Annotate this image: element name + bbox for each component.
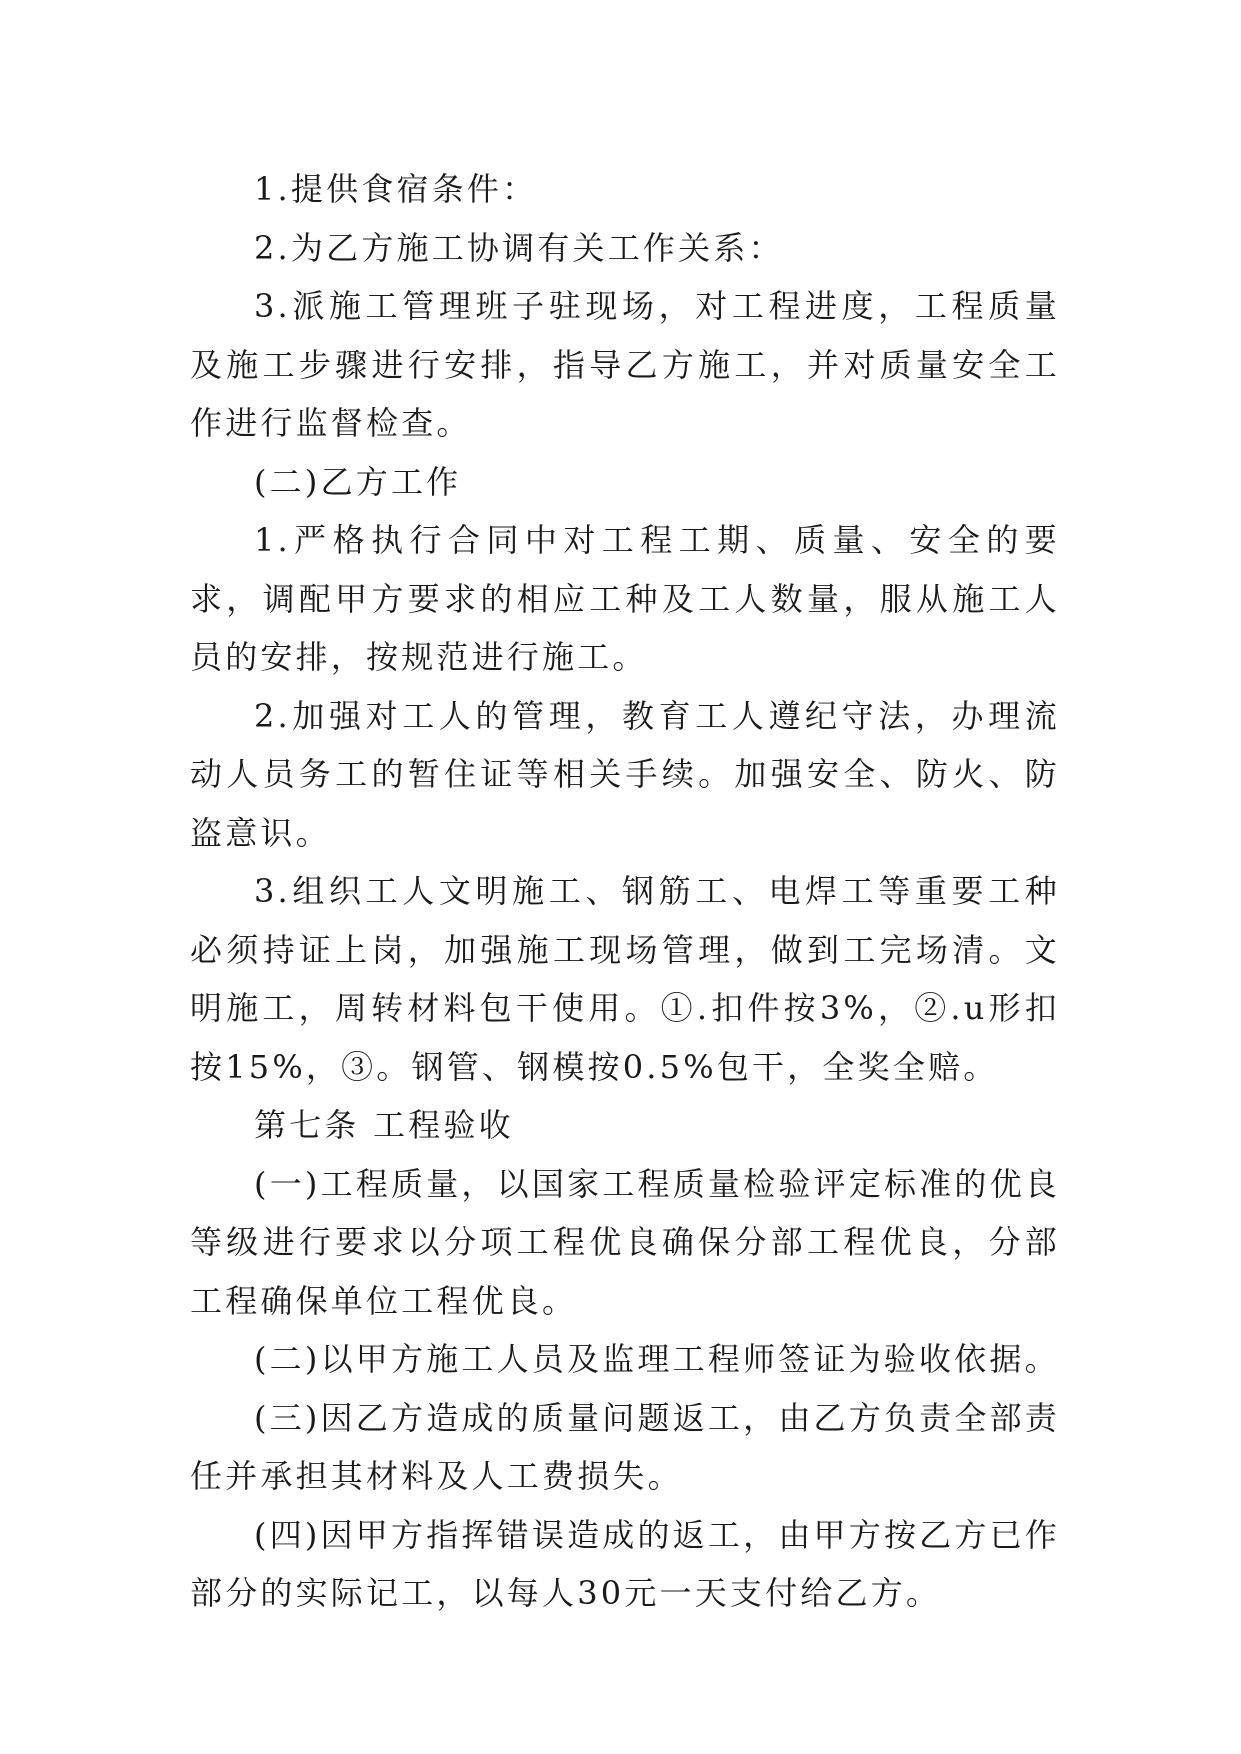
paragraph-quality-standard: (一)工程质量，以国家工程质量检验评定标准的优良等级进行要求以分项工程优良确保分部工程优良，分部工程确保单位工程优良。 [190, 1164, 1060, 1320]
section-heading-party-b-work: (二)乙方工作 [254, 462, 462, 501]
paragraph-acceptance-basis: (二)以甲方施工人员及监理工程师签证为验收依据。 [254, 1340, 1060, 1378]
paragraph-site-management: 3.派施工管理班子驻现场，对工程进度，工程质量及施工步骤进行安排，指导乙方施工，并对质量安全工作进行监督检查。 [190, 287, 1060, 442]
paragraph-party-a-rework: (四)因甲方指挥错误造成的返工，由甲方按乙方已作部分的实际记工，以每人30元一天支付给乙方。 [190, 1515, 1060, 1612]
paragraph-coordinate-relations: 2.为乙方施工协调有关工作关系： [254, 228, 784, 267]
document-body [190, 160, 1060, 1623]
paragraph-execute-contract: 1.严格执行合同中对工程工期、质量、安全的要求，调配甲方要求的相应工种及工人数量，服从施工人员的安排，按规范进行施工。 [190, 521, 1060, 676]
paragraph-provide-lodging: 1.提供食宿条件： [254, 170, 538, 208]
paragraph-party-b-rework: (三)因乙方造成的质量问题返工，由乙方负责全部责任并承担其材料及人工费损失。 [190, 1398, 1060, 1495]
paragraph-civilized-construction: 3.组织工人文明施工、钢筋工、电焊工等重要工种必须持证上岗，加强施工现场管理，做到工完场清。文明施工，周转材料包干使用。①.扣件按3%，②.u形扣按15%，③。钢管、钢模按0.5%包干，全奖全赔。 [190, 872, 1060, 1086]
paragraph-worker-management: 2.加强对工人的管理，教育工人遵纪守法，办理流动人员务工的暂住证等相关手续。加强安全、防火、防盗意识。 [190, 696, 1060, 852]
article-heading-acceptance: 第七条 工程验收 [254, 1106, 514, 1144]
